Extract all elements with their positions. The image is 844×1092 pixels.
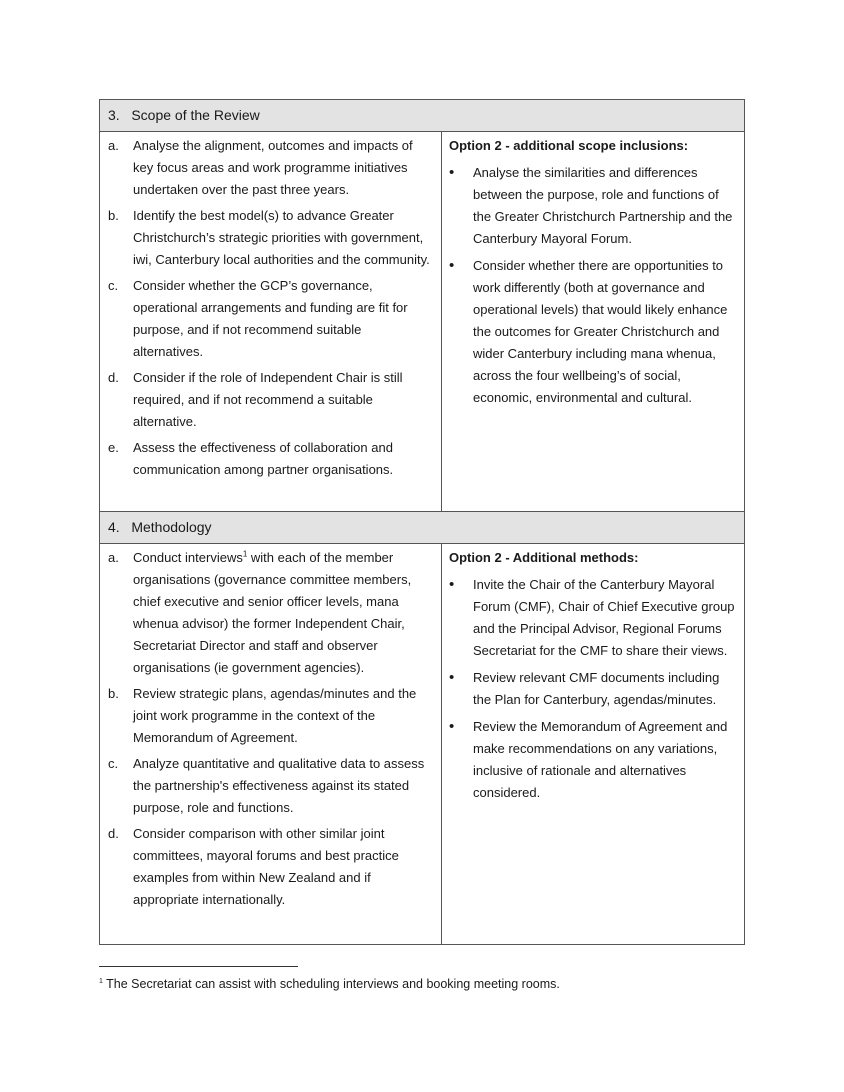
item-letter: b. (108, 686, 119, 701)
method-item-a (108, 547, 433, 679)
footnote-text: The Secretariat can assist with scheduling interviews and booking meeting rooms. (102, 977, 560, 991)
scope-option-bullet (449, 255, 736, 409)
option-2-scope-title: Option 2 - additional scope inclusions: (449, 138, 689, 153)
method-item-c (108, 753, 433, 819)
item-text: Consider whether the GCP’s governance, operational arrangements and funding are fit for purpose, and if not recommend suitable alternatives. (133, 278, 408, 359)
review-table (99, 99, 745, 945)
scope-option-bullet (449, 162, 736, 250)
bullet-icon: • (449, 576, 455, 593)
item-text: Consider comparison with other similar joint committees, mayoral forums and best practice examples from within New Zealand and if appropriate internationally. (133, 826, 399, 907)
item-text: Identify the best model(s) to advance Greater Christchurch’s strategic priorities with government, iwi, Canterbury local authorities and the community. (133, 208, 430, 267)
footnote-ref[interactable]: 1 (242, 549, 248, 559)
section-4-option-2 (442, 544, 744, 944)
scope-item-b (108, 205, 433, 271)
section-4-row (100, 544, 744, 944)
item-letter: c. (108, 756, 119, 771)
bullet-text: Review the Memorandum of Agreement and make recommendations on any variations, inclusive of rationale and alternatives considered. (473, 719, 728, 800)
item-text: Consider if the role of Independent Chair is still required, and if not recommend a suitable alternative. (133, 370, 403, 429)
item-letter: a. (108, 550, 119, 565)
method-option-bullet (449, 667, 736, 711)
scope-item-c (108, 275, 433, 363)
item-text: Review strategic plans, agendas/minutes and the joint work programme in the context of the Memorandum of Agreement. (133, 686, 417, 745)
bullet-text: Analyse the similarities and differences between the purpose, role and functions of the Greater Christchurch Partnership and the Canterbury Mayoral Forum. (473, 165, 733, 246)
item-text: Analyze quantitative and qualitative data to assess the partnership's effectiveness against its stated purpose, role and functions. (133, 756, 425, 815)
item-letter: d. (108, 826, 119, 841)
method-item-d (108, 823, 433, 911)
footnote-divider (99, 966, 298, 967)
bullet-icon: • (449, 164, 455, 181)
bullet-icon: • (449, 718, 455, 735)
item-letter: e. (108, 440, 119, 455)
item-text (133, 547, 433, 679)
bullet-icon: • (449, 669, 455, 686)
scope-item-d (108, 367, 433, 433)
item-text: Analyse the alignment, outcomes and impacts of key focus areas and work programme initiatives undertaken over the past three years. (133, 138, 413, 197)
footnote (99, 976, 560, 992)
method-option-bullet (449, 574, 736, 662)
item-text: Assess the effectiveness of collaboration and communication among partner organisations. (133, 440, 394, 477)
section-4-method-list (100, 544, 442, 944)
item-text-start: Conduct interviews (133, 550, 243, 565)
item-letter: a. (108, 138, 119, 153)
item-text-rest: with each of the member organisations (governance committee members, chief executive and senior officer levels, mana whenua advisor) the former Independent Chair, Secretariat Director and staff and observer organisations (ie government agencies). (133, 550, 412, 675)
bullet-icon: • (449, 257, 455, 274)
item-letter: c. (108, 278, 119, 293)
item-letter: d. (108, 370, 119, 385)
scope-item-e (108, 437, 433, 481)
section-4-header: 4. Methodology (100, 512, 744, 544)
section-3-scope-list (100, 132, 442, 511)
method-option-bullet (449, 716, 736, 804)
section-3-header: 3. Scope of the Review (100, 100, 744, 132)
option-2-methods-title: Option 2 - Additional methods: (449, 550, 639, 565)
bullet-text: Consider whether there are opportunities to work differently (both at governance and operational levels) that would likely enhance the outcomes for Greater Christchurch and wider Canterbury including mana whenua, across the four wellbeing’s of social, economic, environmental and cultural. (473, 258, 728, 405)
section-3-option-2 (442, 132, 744, 511)
bullet-text: Invite the Chair of the Canterbury Mayoral Forum (CMF), Chair of Chief Executive group and the Principal Advisor, Regional Forums Secretariat for the CMF to share their views. (473, 577, 735, 658)
bullet-text: Review relevant CMF documents including the Plan for Canterbury, agendas/minutes. (473, 670, 720, 707)
footnote-mark: 1 (99, 977, 103, 985)
method-item-b (108, 683, 433, 749)
section-3-row (100, 132, 744, 512)
scope-item-a (108, 135, 433, 201)
item-letter: b. (108, 208, 119, 223)
